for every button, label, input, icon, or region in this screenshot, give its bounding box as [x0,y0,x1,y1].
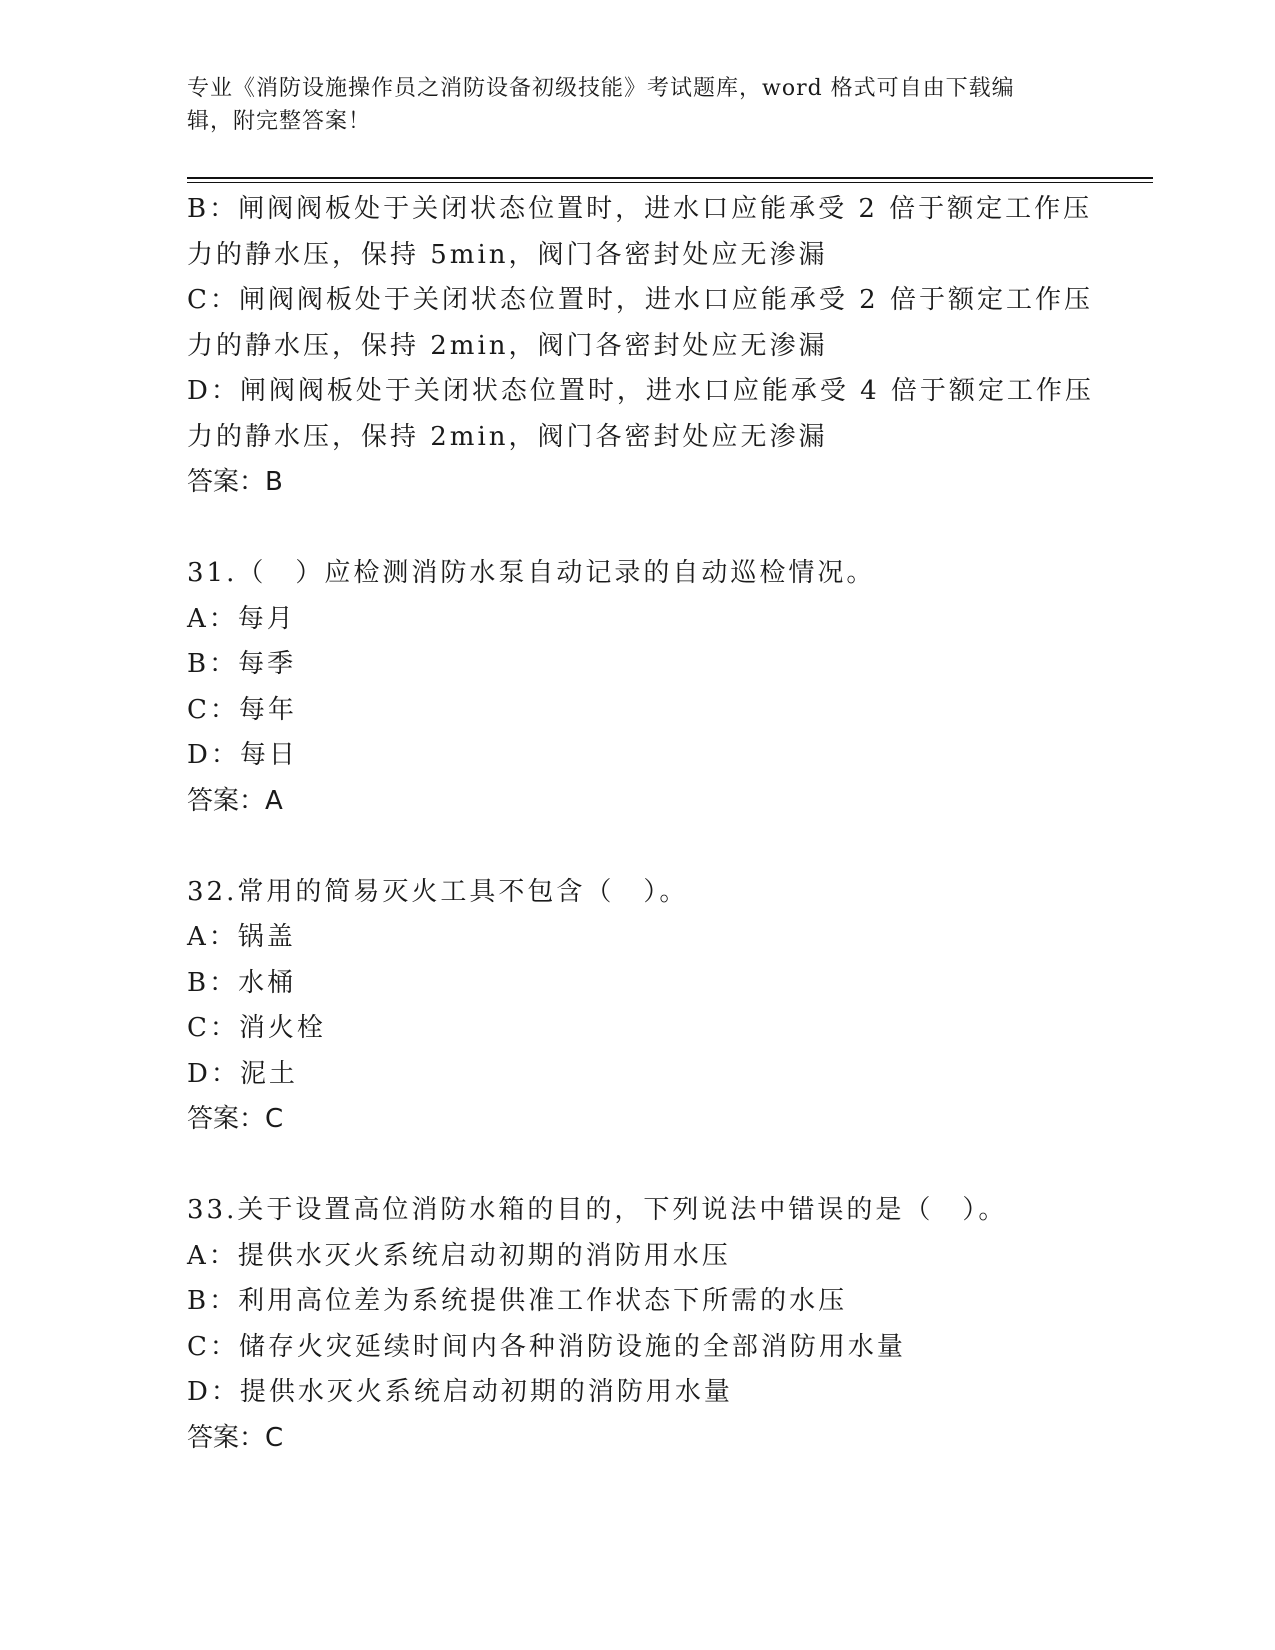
option-c-line-2: 力的静水压，保持 2min，阀门各密封处应无渗漏 [187,330,828,361]
answer-line: 答案：B [187,467,283,497]
answer-line: 答案：A [187,785,283,816]
option-c: C：储存火灾延续时间内各种消防设施的全部消防用水量 [187,1331,906,1362]
question-30-continued [187,187,1094,506]
header-divider-thin [187,182,1153,183]
header-line-2: 辑，附完整答案！ [187,109,372,134]
spacer [187,1143,1087,1189]
answer-line: 答案：C [187,1422,284,1453]
question-31 [187,551,1087,824]
option-b: B：利用高位差为系统提供准工作状态下所需的水压 [187,1286,848,1316]
option-b: B：每季 [187,649,297,679]
question-list [187,187,1094,1461]
spacer [187,506,1087,552]
question-32 [187,870,1087,1143]
option-a: A：锅盖 [187,922,296,952]
header-line-1: 专业《消防设施操作员之消防设备初级技能》考试题库，word 格式可自由下载编 [187,76,1015,101]
question-stem: 32.常用的简易灭火工具不包含（ ）。 [187,876,689,907]
document-header [187,72,1067,138]
option-b-line-1: B：闸阀阀板处于关闭状态位置时，进水口应能承受 2 倍于额定工作压 [187,194,1093,224]
question-33 [187,1188,1087,1461]
question-stem: 31.（ ）应检测消防水泵自动记录的自动巡检情况。 [187,558,876,588]
spacer [187,824,1087,870]
option-b: B：水桶 [187,967,297,998]
option-a: A：提供水灭火系统启动初期的消防用水压 [187,1240,731,1271]
header-divider-thick [187,177,1153,179]
option-d-line-2: 力的静水压，保持 2min，阀门各密封处应无渗漏 [187,421,828,452]
question-stem: 33.关于设置高位消防水箱的目的，下列说法中错误的是（ ）。 [187,1195,1008,1225]
answer-line: 答案：C [187,1104,284,1134]
option-d: D：每日 [187,740,298,770]
option-c: C：消火栓 [187,1013,326,1043]
option-d-line-1: D：闸阀阀板处于关闭状态位置时，进水口应能承受 4 倍于额定工作压 [187,376,1094,406]
option-c-line-1: C：闸阀阀板处于关闭状态位置时，进水口应能承受 2 倍于额定工作压 [187,285,1093,315]
option-a: A：每月 [187,603,296,634]
option-d: D：泥土 [187,1058,298,1089]
option-c: C：每年 [187,694,297,725]
option-b-line-2: 力的静水压，保持 5min，阀门各密封处应无渗漏 [187,239,828,270]
option-d: D：提供水灭火系统启动初期的消防用水量 [187,1377,733,1407]
